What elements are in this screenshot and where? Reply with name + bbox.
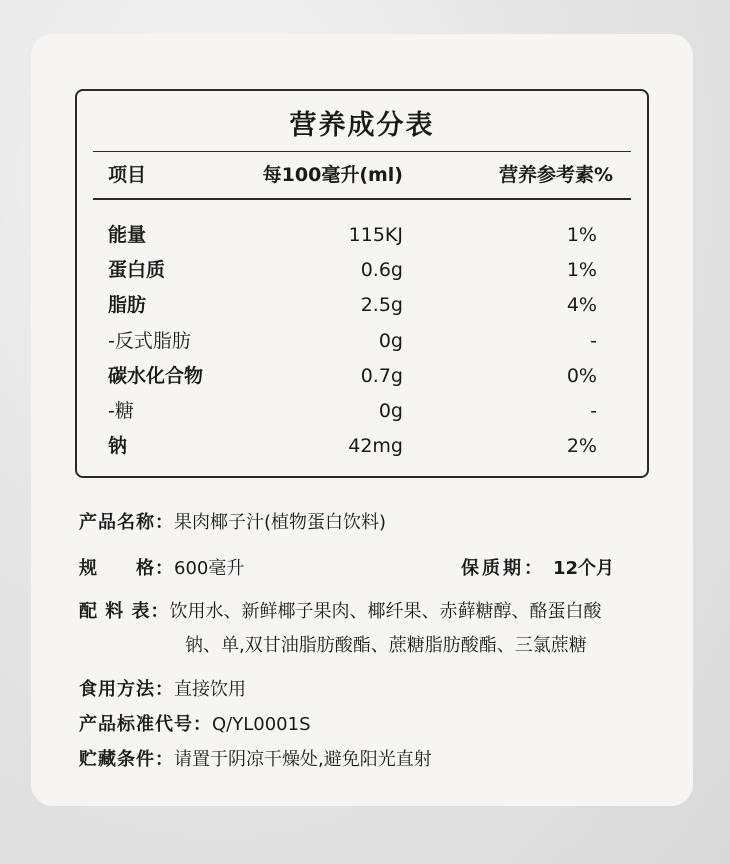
shelf-life-value: 12个月: [553, 558, 615, 579]
spec-value: 600毫升: [174, 558, 245, 579]
header-top-rule: [93, 151, 631, 152]
row-nrv: -: [590, 400, 597, 422]
ingredients-label: 配 料 表：: [79, 601, 170, 622]
table-row: [77, 432, 647, 460]
row-nrv: 4%: [566, 294, 597, 316]
table-row: [77, 327, 647, 355]
row-nrv: 2%: [566, 435, 597, 457]
spec-line: [79, 555, 244, 583]
usage-value: 直接饮用: [174, 679, 246, 700]
spec-label: 规 格：: [79, 558, 174, 579]
row-amount: 0.7g: [360, 365, 403, 387]
row-amount: 42mg: [348, 435, 403, 457]
row-amount: 2.5g: [360, 294, 403, 316]
table-row: [77, 397, 647, 425]
storage-value: 请置于阴凉干燥处,避免阳光直射: [174, 749, 432, 770]
nutrition-table-title: 营养成分表: [289, 110, 435, 141]
standard-label: 产品标准代号：: [79, 714, 212, 735]
row-name: 脂肪: [108, 294, 147, 316]
storage-label: 贮藏条件：: [79, 749, 174, 770]
header-per-100ml: 每100毫升(ml): [262, 164, 403, 186]
standard-value: Q/YL0001S: [212, 714, 311, 735]
nutrition-table-header: [77, 161, 647, 189]
shelf-life-line: [461, 555, 614, 583]
ingredients-line: [79, 598, 602, 626]
row-name: -反式脂肪: [108, 330, 191, 352]
row-amount: 115KJ: [348, 224, 403, 246]
ingredients-value-line1: 饮用水、新鲜椰子果肉、椰纤果、赤藓糖醇、酪蛋白酸: [169, 601, 602, 622]
table-row: [77, 291, 647, 319]
header-item: 项目: [108, 164, 147, 186]
table-row: [77, 256, 647, 284]
usage-line: [79, 676, 246, 704]
row-nrv: 0%: [566, 365, 597, 387]
row-amount: 0g: [378, 400, 403, 422]
row-name: 蛋白质: [108, 259, 166, 281]
table-row: [77, 221, 647, 249]
header-nrv: 营养参考素%: [498, 164, 613, 186]
ingredients-value-line2: 钠、单,双甘油脂肪酸酯、蔗糖脂肪酸酯、三氯蔗糖: [185, 635, 587, 656]
row-nrv: 1%: [566, 259, 597, 281]
product-name-line: [79, 509, 386, 537]
row-amount: 0.6g: [360, 259, 403, 281]
product-name-value: 果肉椰子汁(植物蛋白饮料): [174, 512, 387, 533]
nutrition-table: [75, 89, 649, 478]
row-amount: 0g: [378, 330, 403, 352]
label-card: [31, 34, 693, 806]
header-bottom-rule: [93, 198, 631, 200]
row-nrv: 1%: [566, 224, 597, 246]
shelf-life-label: 保质期：: [461, 558, 545, 579]
row-name: -糖: [108, 400, 134, 422]
standard-line: [79, 711, 311, 739]
row-nrv: -: [590, 330, 597, 352]
row-name: 钠: [108, 435, 128, 457]
storage-line: [79, 746, 432, 774]
row-name: 能量: [108, 224, 147, 246]
product-name-label: 产品名称：: [79, 512, 174, 533]
usage-label: 食用方法：: [79, 679, 174, 700]
row-name: 碳水化合物: [108, 365, 204, 387]
table-row: [77, 362, 647, 390]
